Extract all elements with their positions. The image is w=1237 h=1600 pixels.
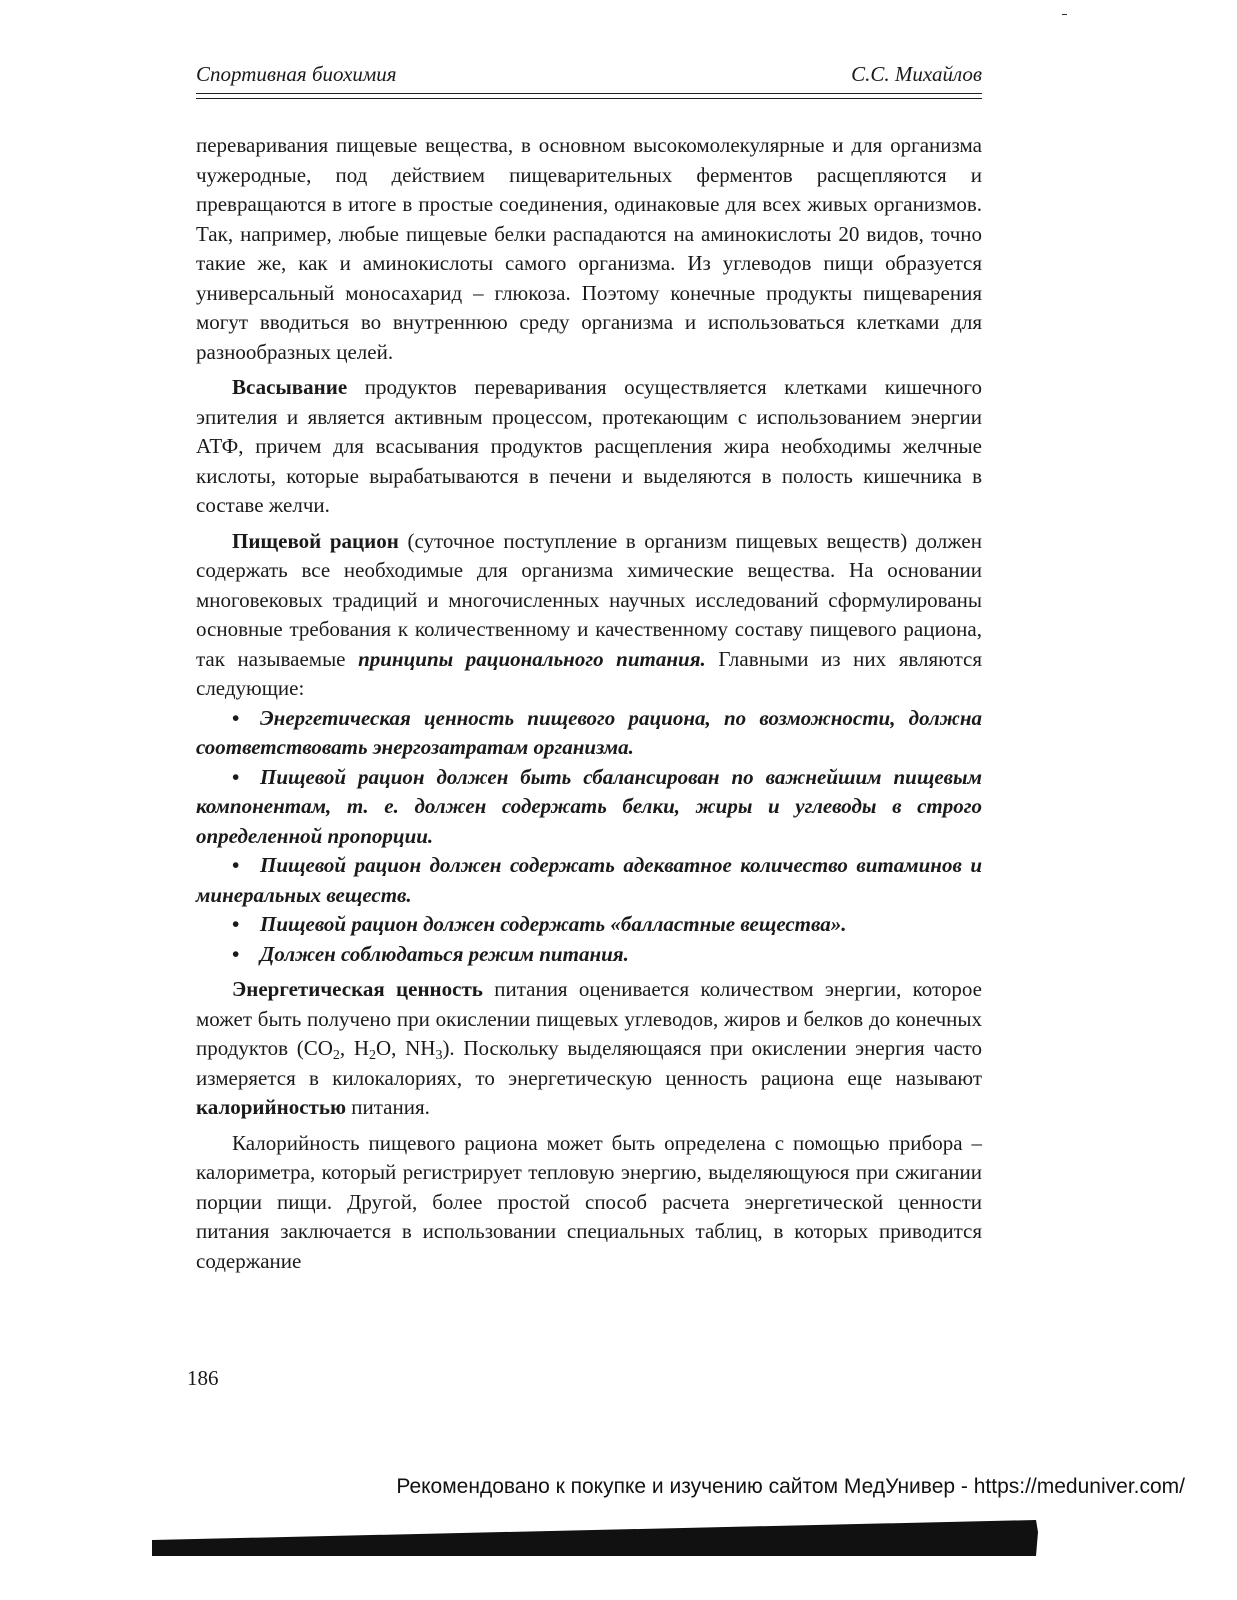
scan-mark <box>1062 14 1067 15</box>
book-title: Спортивная биохимия <box>196 62 397 86</box>
term-energy-value: Энергетическая ценность <box>232 977 483 1001</box>
text-fragment: , H <box>339 1036 369 1060</box>
list-item-text: Пищевой рацион должен содержать адекватное количество витаминов и минеральных веществ. <box>196 853 982 907</box>
bullet-icon: • <box>232 705 240 730</box>
list-item <box>196 940 982 970</box>
subscript: 3 <box>435 1048 443 1063</box>
header-rule-thin <box>196 98 982 99</box>
subscript: 2 <box>369 1048 376 1063</box>
page-number: 186 <box>187 1366 219 1390</box>
text-fragment: питания. <box>346 1095 430 1119</box>
text-fragment: ). Поскольку выделяющаяся при окислении энергия часто измеряется в килокалориях, то энергетическую ценность рациона еще называют <box>196 1036 982 1090</box>
running-header <box>196 62 982 90</box>
recommendation-footer[interactable]: Рекомендовано к покупке и изучению сайтом МедУнивер - https://meduniver.com/ <box>396 1475 1185 1498</box>
paragraph-absorption-text: продуктов переваривания осуществляется клетками кишечного эпителия и является активным процессом, протекающим с использованием энергии АТФ, причем для всасывания продуктов расщепления жира необходимы желчные кислоты, которые вырабатываются в печени и выделяются в полость кишечника в составе желчи. <box>196 375 982 517</box>
list-item <box>196 910 982 940</box>
bullet-icon: • <box>232 853 240 877</box>
term-rational-nutrition: принципы рационального питания. <box>358 646 706 671</box>
paragraph-calorimetry: Калорийность пищевого рациона может быть определена с помощью прибора – калориметра, который регистрирует тепловую энергию, выделяющуюся при сжигании порции пищи. Другой, более простой способ расчета энергетической ценности питания заключается в использовании специальных таблиц, в которых приводится содержание <box>196 1130 982 1273</box>
term-calorie-content: калорийностью <box>196 1095 347 1119</box>
paragraph-diet <box>196 527 982 704</box>
term-diet: Пищевой рацион <box>232 528 399 553</box>
author-name: С.С. Михайлов <box>851 62 982 86</box>
term-absorption: Всасывание <box>232 375 348 399</box>
text-fragment: O, NH <box>376 1036 436 1060</box>
header-rule-thick <box>196 93 982 94</box>
paragraph-digestion: переваривания пищевые вещества, в основном высокомолекулярные и для организма чужеродные, под действием пищеварительных ферментов расщепляются и превращаются в итоге в простые соединения, одинаковые для всех живых организмов. Так, например, любые пищевые белки распадаются на аминокислоты 20 видов, точно такие же, как и аминокислоты самого организма. Из углеводов пищи образуется универсальный моносахарид – глюкоза. Поэтому конечные продукты пищеварения могут вводиться во внутреннюю среду организма и использоваться клетками для разнообразных целей. <box>196 133 982 364</box>
paragraph-diet-text: (суточное поступление в организм пищевых веществ) должен содержать все необходимые для организма химические вещества. На основании многовековых традиций и многочисленных научных исследований сформулированы основные требования к количественному и качественному составу пищевого рациона, так называемые <box>196 528 982 671</box>
scan-edge-shadow <box>152 1520 1038 1556</box>
list-item <box>196 704 982 763</box>
bullet-icon: • <box>232 764 240 789</box>
bottom-bar <box>0 1518 1237 1600</box>
list-item-text: Должен соблюдаться режим питания. <box>260 941 629 966</box>
page-body <box>196 131 982 1276</box>
list-item-text: Пищевой рацион должен содержать «балластные вещества». <box>260 912 847 936</box>
paragraph-diet-end: Главными из них являются следующие: <box>196 646 982 700</box>
bullet-icon: • <box>232 941 240 966</box>
list-item <box>196 763 982 852</box>
subscript: 2 <box>332 1048 340 1063</box>
list-item-text: Пищевой рацион должен быть сбалансирован по важнейшим пищевым компонентам, т. е. должен содержать белки, жиры и углеводы в строго определенной пропорции. <box>196 764 982 848</box>
paragraph-energy-value <box>196 975 982 1123</box>
bullet-icon: • <box>232 912 240 936</box>
list-item-text: Энергетическая ценность пищевого рациона, по возможности, должна соответствовать энергозатратам организма. <box>196 705 982 759</box>
paragraph-absorption <box>196 373 982 521</box>
text-fragment: питания оценивается количеством энергии, которое может быть получено при окислении пищевых углеводов, жиров и белков до конечных продуктов (CO <box>196 977 982 1060</box>
list-item <box>196 851 982 910</box>
